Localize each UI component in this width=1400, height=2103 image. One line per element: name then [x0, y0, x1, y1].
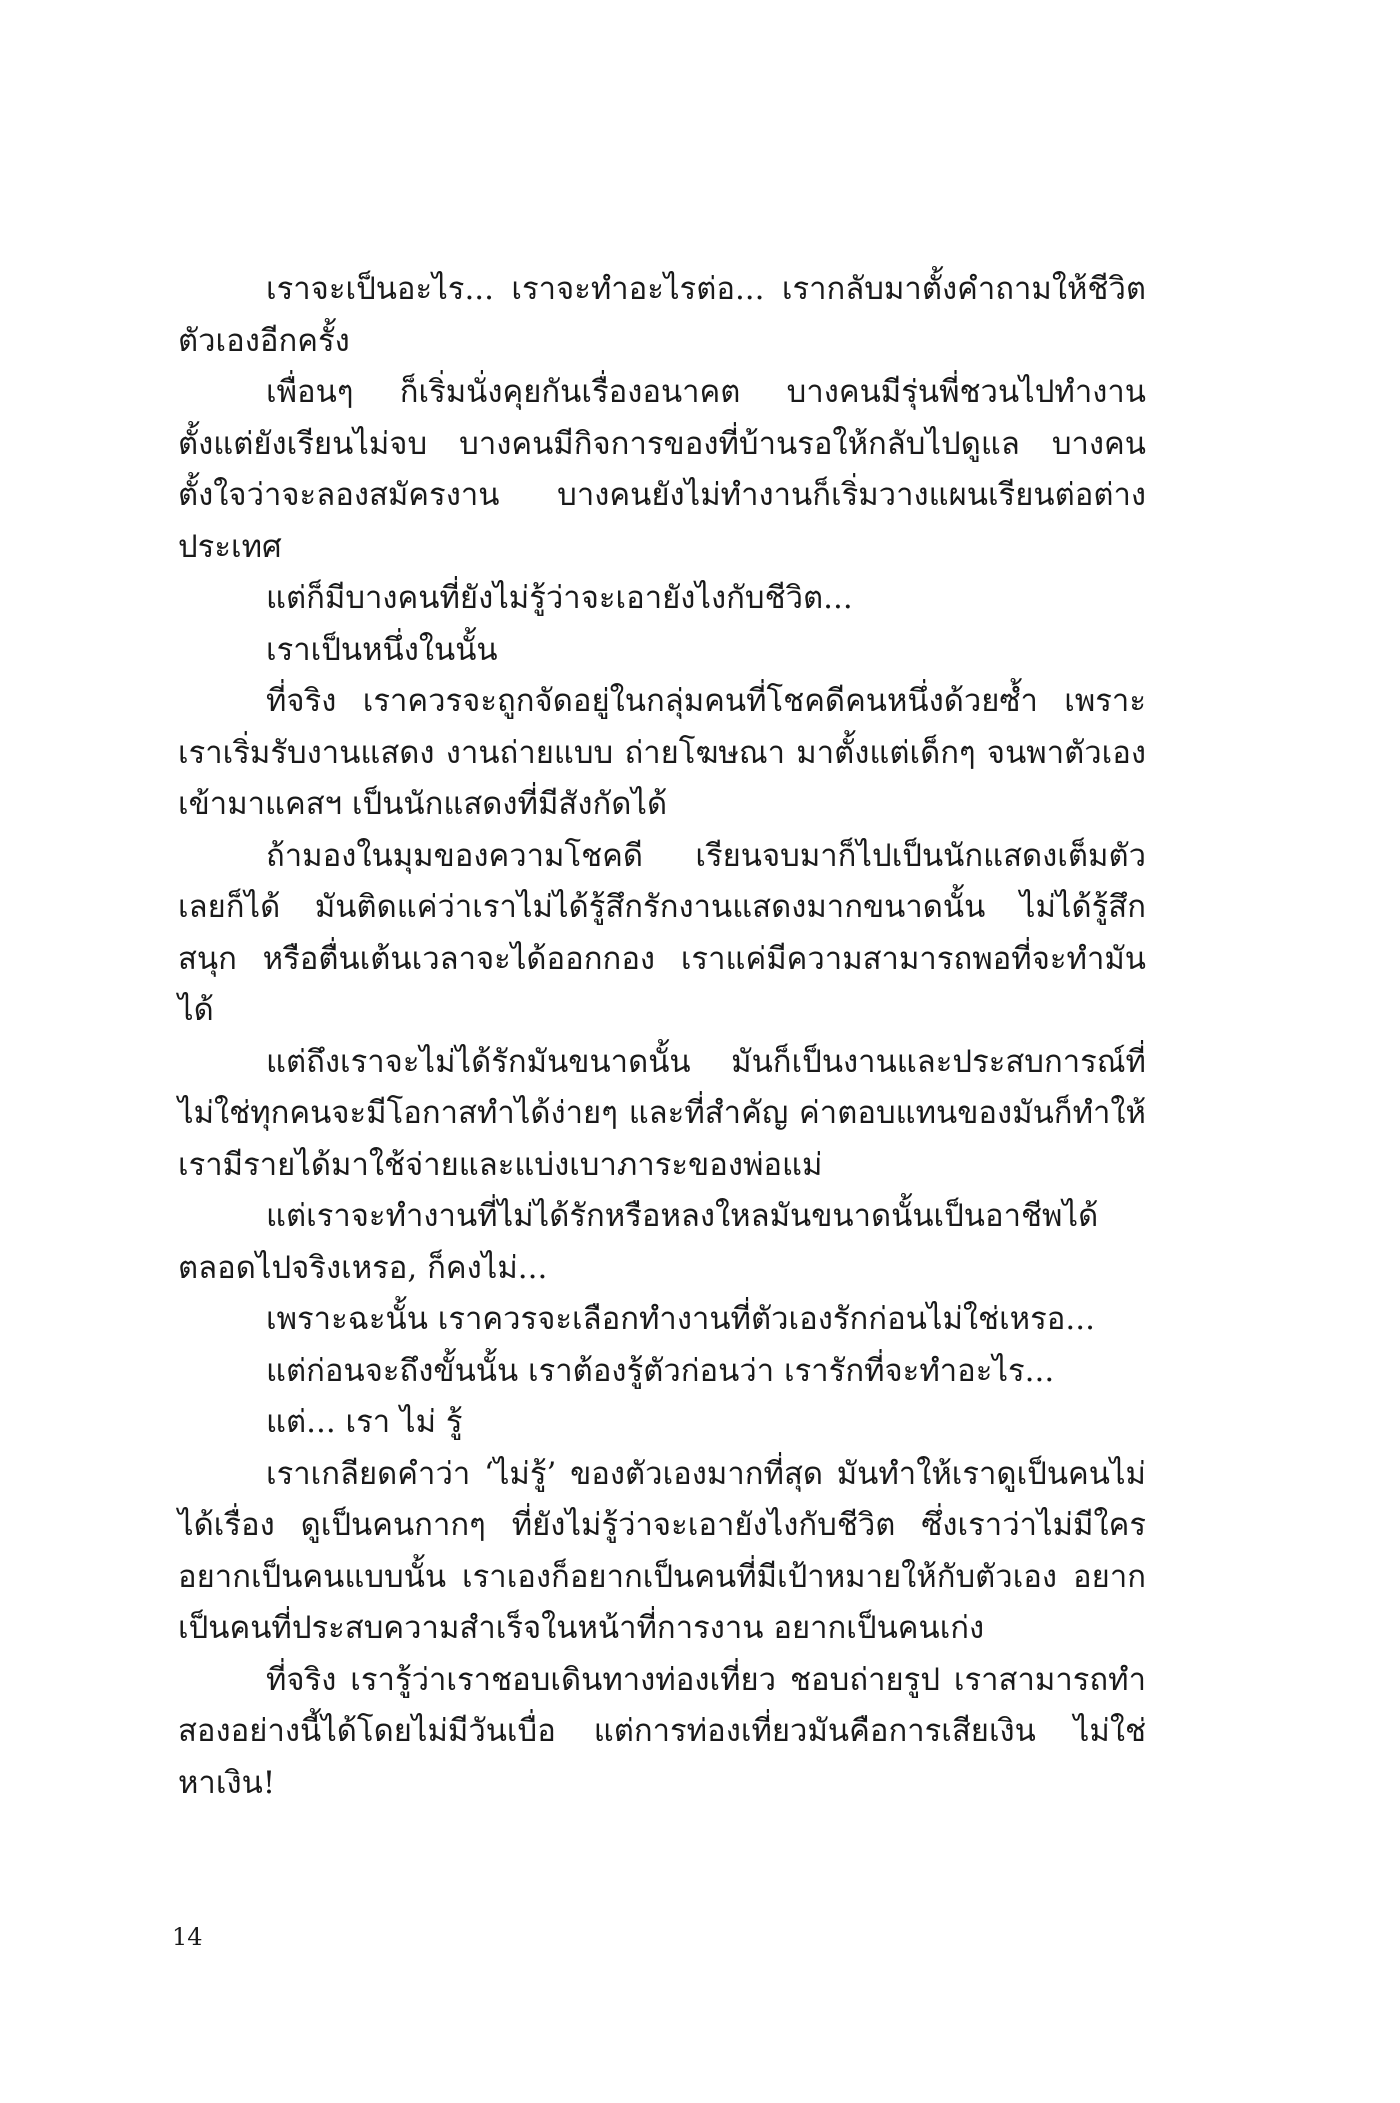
paragraph-9: เพราะฉะนั้น เราควรจะเลือกทำงานที่ตัวเองรักก่อนไม่ใช่เหรอ... [266, 1301, 1095, 1337]
paragraph-7: แต่ถึงเราจะไม่ได้รักมันขนาดนั้น มันก็เป็นงานและประสบการณ์ที่ไม่ใช่ทุกคนจะมีโอกาสทำได้ง่ายๆ และที่สำคัญ ค่าตอบแทนของมันก็ทำให้เรามีรายได้มาใช้จ่ายและแบ่งเบาภาระของพ่อแม่ [178, 1043, 1146, 1183]
paragraph-6: ถ้ามองในมุมของความโชคดี เรียนจบมาก็ไปเป็นนักแสดงเต็มตัวเลยก็ได้ มันติดแค่ว่าเราไม่ได้รู้สึกรักงานแสดงมากขนาดนั้น ไม่ได้รู้สึกสนุก หรือตื่นเต้นเวลาจะได้ออกกอง เราแค่มีความสามารถพอที่จะทำมันได้ [178, 837, 1146, 1028]
paragraph-3: แต่ก็มีบางคนที่ยังไม่รู้ว่าจะเอายังไงกับชีวิต... [266, 580, 853, 616]
paragraph-11: แต่... เรา ไม่ รู้ [266, 1404, 463, 1440]
paragraph-5: ที่จริง เราควรจะถูกจัดอยู่ในกลุ่มคนที่โชคดีคนหนึ่งด้วยซ้ำ เพราะเราเริ่มรับงานแสดง งานถ่ายแบบ ถ่ายโฆษณา มาตั้งแต่เด็กๆ จนพาตัวเองเข้ามาแคสฯ เป็นนักแสดงที่มีสังกัดได้ [178, 683, 1146, 822]
paragraph-1: เราจะเป็นอะไร... เราจะทำอะไรต่อ... เรากลับมาตั้งคำถามให้ชีวิตตัวเองอีกครั้ง [178, 271, 1146, 359]
paragraph-8: แต่เราจะทำงานที่ไม่ได้รักหรือหลงใหลมันขนาดนั้นเป็นอาชีพได้ตลอดไปจริงเหรอ, ก็คงไม่... [178, 1198, 1099, 1286]
paragraph-12: เราเกลียดคำว่า ‘ไม่รู้’ ของตัวเองมากที่สุด มันทำให้เราดูเป็นคนไม่ได้เรื่อง ดูเป็นคนกากๆ ที่ยังไม่รู้ว่าจะเอายังไงกับชีวิต ซึ่งเราว่าไม่มีใครอยากเป็นคนแบบนั้น เราเองก็อยากเป็นคนที่มีเป้าหมายให้กับตัวเอง อยากเป็นคนที่ประสบความสำเร็จในหน้าที่การงาน อยากเป็นคนเก่ง [178, 1455, 1146, 1646]
paragraph-4: เราเป็นหนึ่งในนั้น [266, 631, 498, 668]
paragraph-13: ที่จริง เรารู้ว่าเราชอบเดินทางท่องเที่ยว ชอบถ่ายรูป เราสามารถทำสองอย่างนี้ได้โดยไม่มีวันเบื่อ แต่การท่องเที่ยวมันคือการเสียเงิน ไม่ใช่หาเงิน! [178, 1661, 1146, 1801]
paragraph-10: แต่ก่อนจะถึงขั้นนั้น เราต้องรู้ตัวก่อนว่า เรารักที่จะทำอะไร... [266, 1352, 1055, 1389]
page-number: 14 [172, 1923, 203, 1951]
body-text [178, 264, 1146, 1809]
paragraph-2: เพื่อนๆ ก็เริ่มนั่งคุยกันเรื่องอนาคต บางคนมีรุ่นพี่ชวนไปทำงานตั้งแต่ยังเรียนไม่จบ บางคนมีกิจการของที่บ้านรอให้กลับไปดูแล บางคนตั้งใจว่าจะลองสมัครงาน บางคนยังไม่ทำงานก็เริ่มวางแผนเรียนต่อต่างประเทศ [178, 374, 1146, 565]
